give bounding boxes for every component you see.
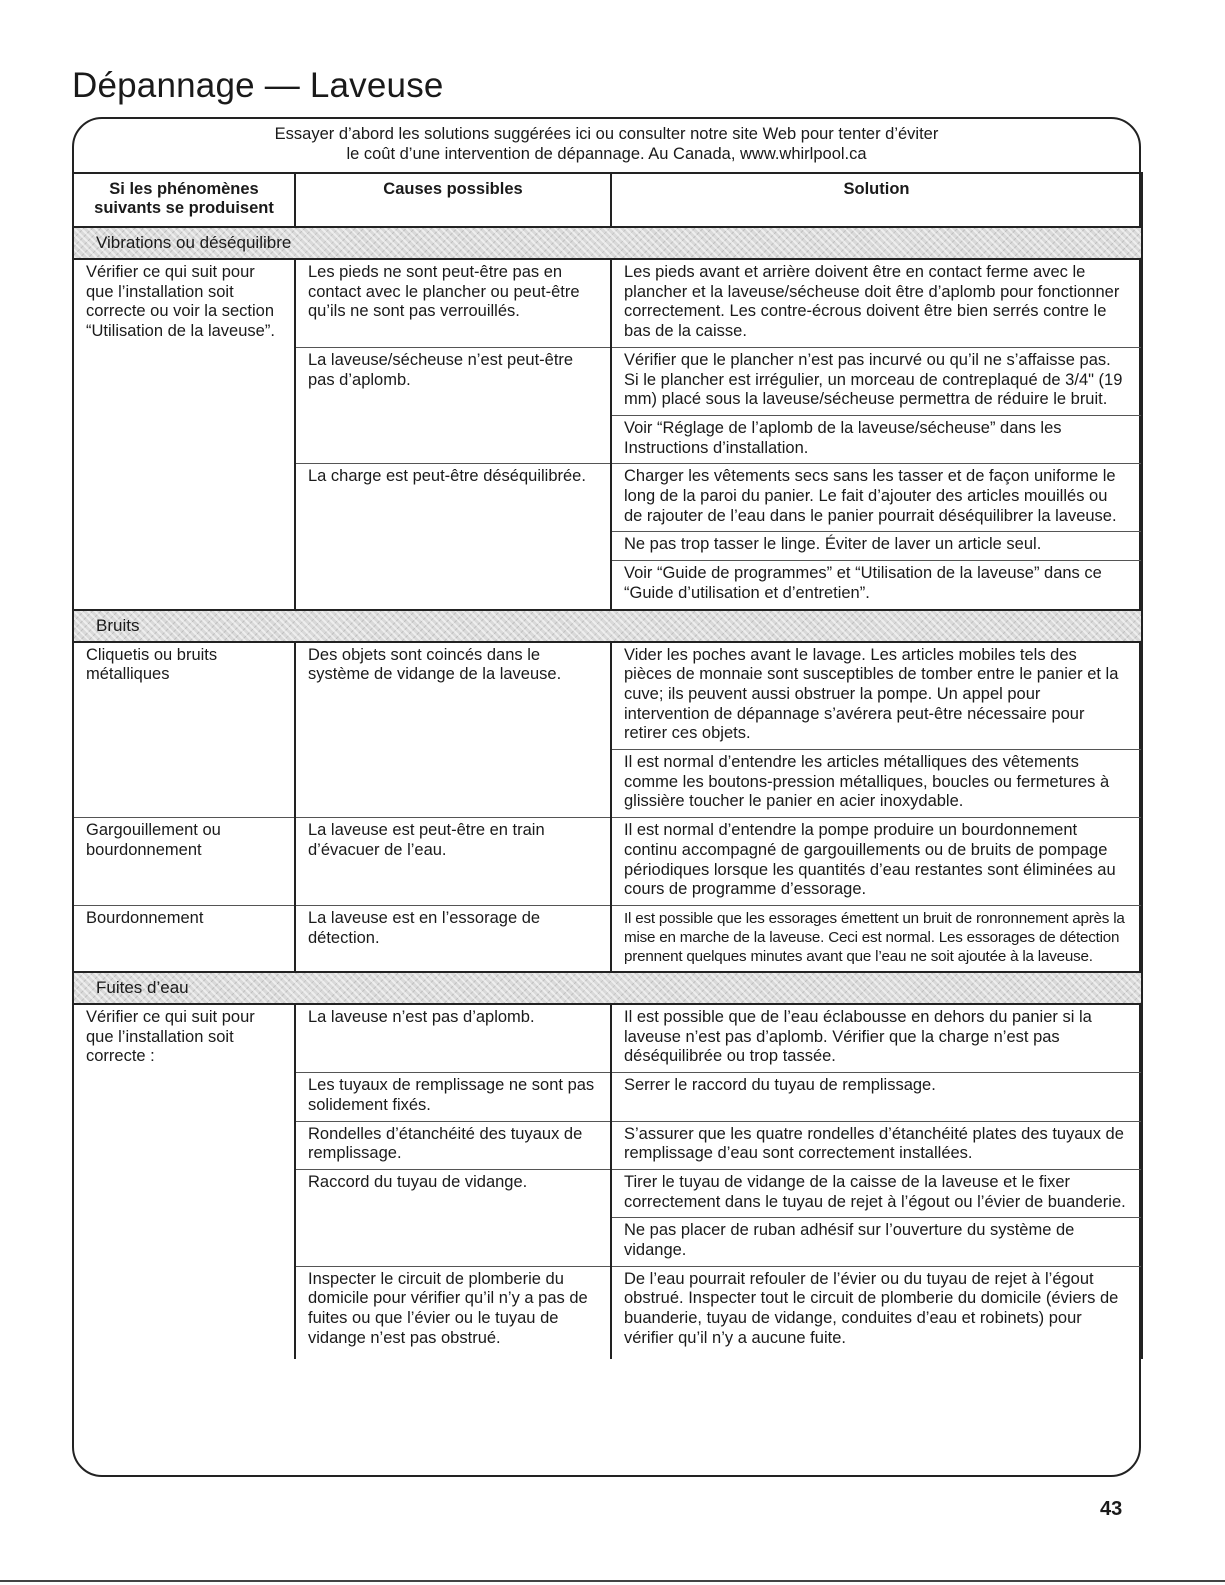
- solution-cell: Il est possible que les essorages émettent un bruit de ronronnement après la mise en marche de la laveuse. Ceci est normal. Les essorages de détection prennent quelques minutes avant que l’eau ne soit ajoutée à la laveuse.: [611, 905, 1142, 972]
- solution-cell: Voir “Guide de programmes” et “Utilisation de la laveuse” dans ce “Guide d’utilisation et d’entretien”.: [611, 561, 1142, 610]
- section-band: [73, 227, 1142, 259]
- solution-cell: Voir “Réglage de l’aplomb de la laveuse/sécheuse” dans les Instructions d’installation.: [611, 415, 1142, 463]
- troubleshooting-table: [72, 172, 1141, 1359]
- section-band: [73, 972, 1142, 1004]
- cause-cell: Les pieds ne sont peut-être pas en contact avec le plancher ou peut-être qu’ils ne sont pas verrouillés.: [295, 259, 611, 347]
- section-title: Vibrations ou déséquilibre: [73, 227, 1142, 259]
- table-body: [73, 227, 1142, 1359]
- solution-cell: S’assurer que les quatre rondelles d’étanchéité plates des tuyaux de remplissage d’eau sont correctement installées.: [611, 1121, 1142, 1169]
- solution-cell: Ne pas placer de ruban adhésif sur l’ouverture du système de vidange.: [611, 1218, 1142, 1266]
- solution-cell: Il est normal d’entendre la pompe produire un bourdonnement continu accompagné de gargouillements ou de bruits de pompage périodiques lorsque les quantités d’eau restantes sont éliminées au cours de programme d’essorage.: [611, 818, 1142, 906]
- table-header-row: [73, 173, 1142, 227]
- table-row: [73, 1004, 1142, 1073]
- cause-cell: Inspecter le circuit de plomberie du domicile pour vérifier qu’il n’y a pas de fuites ou que l’évier ou le tuyau de vidange n’est pas obstrué.: [295, 1266, 611, 1358]
- solution-cell: Vider les poches avant le lavage. Les articles mobiles tels des pièces de monnaie sont susceptibles de tomber entre le panier et la cuve; ils peuvent aussi obstruer la pompe. Un appel pour intervention de dépannage s’avérera peut-être nécessaire pour retirer ces objets.: [611, 642, 1142, 750]
- page-title: Dépannage — Laveuse: [72, 66, 444, 105]
- solution-cell: Il est normal d’entendre les articles métalliques des vêtements comme les boutons-pression métalliques, boucles ou fermetures à glissière toucher le panier en acier inoxydable.: [611, 750, 1142, 818]
- bottom-rule: [0, 1580, 1225, 1582]
- table-row: [73, 905, 1142, 972]
- section-band: [73, 610, 1142, 642]
- table-row: [73, 818, 1142, 906]
- problem-cell: Vérifier ce qui suit pour que l’installation soit correcte ou voir la section “Utilisation de la laveuse”.: [73, 259, 295, 610]
- problem-cell: Gargouillement ou bourdonnement: [73, 818, 295, 906]
- solution-cell: Vérifier que le plancher n’est pas incurvé ou qu’il ne s’affaisse pas. Si le plancher est irrégulier, un morceau de contreplaqué de 3/4" (19 mm) placé sous la laveuse/sécheuse permettra de réduire le bruit.: [611, 347, 1142, 415]
- solution-cell: Il est possible que de l’eau éclabousse en dehors du panier si la laveuse n’est pas d’aplomb. Vérifier que la charge n’est pas déséquilibrée ou trop tassée.: [611, 1004, 1142, 1073]
- cause-cell: Raccord du tuyau de vidange.: [295, 1169, 611, 1266]
- table-row: [73, 259, 1142, 347]
- section-title: Bruits: [73, 610, 1142, 642]
- intro-line-1: Essayer d’abord les solutions suggérées ici ou consulter notre site Web pour tenter d’éviter: [274, 125, 939, 143]
- cause-cell: Les tuyaux de remplissage ne sont pas solidement fixés.: [295, 1073, 611, 1121]
- solution-cell: Les pieds avant et arrière doivent être en contact ferme avec le plancher et la laveuse/sécheuse doit être d’aplomb pour fonctionner correctement. Les contre-écrous doivent être bien serrés contre le bas de la caisse.: [611, 259, 1142, 347]
- cause-cell: La laveuse est en l’essorage de détection.: [295, 905, 611, 972]
- cause-cell: La laveuse est peut-être en train d’évacuer de l’eau.: [295, 818, 611, 906]
- solution-cell: De l’eau pourrait refouler de l’évier ou du tuyau de rejet à l’égout obstrué. Inspecter tout le circuit de plomberie du domicile (éviers de buanderie, tuyau de vidange, conduites d’eau et robinets) pour vérifier qu’il n’y a aucune fuite.: [611, 1266, 1142, 1358]
- header-solution: Solution: [611, 173, 1142, 227]
- intro-line-2: le coût d’une intervention de dépannage. Au Canada, www.whirlpool.ca: [346, 145, 867, 163]
- header-phenomena-line-1: Si les phénomènes: [109, 180, 259, 198]
- header-phenomena: [73, 173, 295, 227]
- header-causes: Causes possibles: [295, 173, 611, 227]
- cause-cell: Rondelles d’étanchéité des tuyaux de remplissage.: [295, 1121, 611, 1169]
- table-row: [73, 642, 1142, 750]
- cause-cell: La laveuse/sécheuse n’est peut-être pas d’aplomb.: [295, 347, 611, 464]
- problem-cell: Vérifier ce qui suit pour que l’installation soit correcte :: [73, 1004, 295, 1359]
- problem-cell: Cliquetis ou bruits métalliques: [73, 642, 295, 818]
- intro-text: [72, 124, 1141, 164]
- header-phenomena-line-2: suivants se produisent: [94, 199, 274, 217]
- cause-cell: La laveuse n’est pas d’aplomb.: [295, 1004, 611, 1073]
- cause-cell: Des objets sont coincés dans le système de vidange de la laveuse.: [295, 642, 611, 818]
- section-title: Fuites d’eau: [73, 972, 1142, 1004]
- cause-cell: La charge est peut-être déséquilibrée.: [295, 464, 611, 610]
- page-number: 43: [1100, 1498, 1123, 1520]
- solution-cell: Tirer le tuyau de vidange de la caisse de la laveuse et le fixer correctement dans le tuyau de rejet à l’égout ou l’évier de buanderie.: [611, 1169, 1142, 1217]
- solution-cell: Serrer le raccord du tuyau de remplissage.: [611, 1073, 1142, 1121]
- solution-cell: Charger les vêtements secs sans les tasser et de façon uniforme le long de la paroi du panier. Le fait d’ajouter des articles mouillés ou de rajouter de l’eau dans le panier pourrait déséquilibrer la laveuse.: [611, 464, 1142, 532]
- problem-cell: Bourdonnement: [73, 905, 295, 972]
- solution-cell: Ne pas trop tasser le linge. Éviter de laver un article seul.: [611, 532, 1142, 561]
